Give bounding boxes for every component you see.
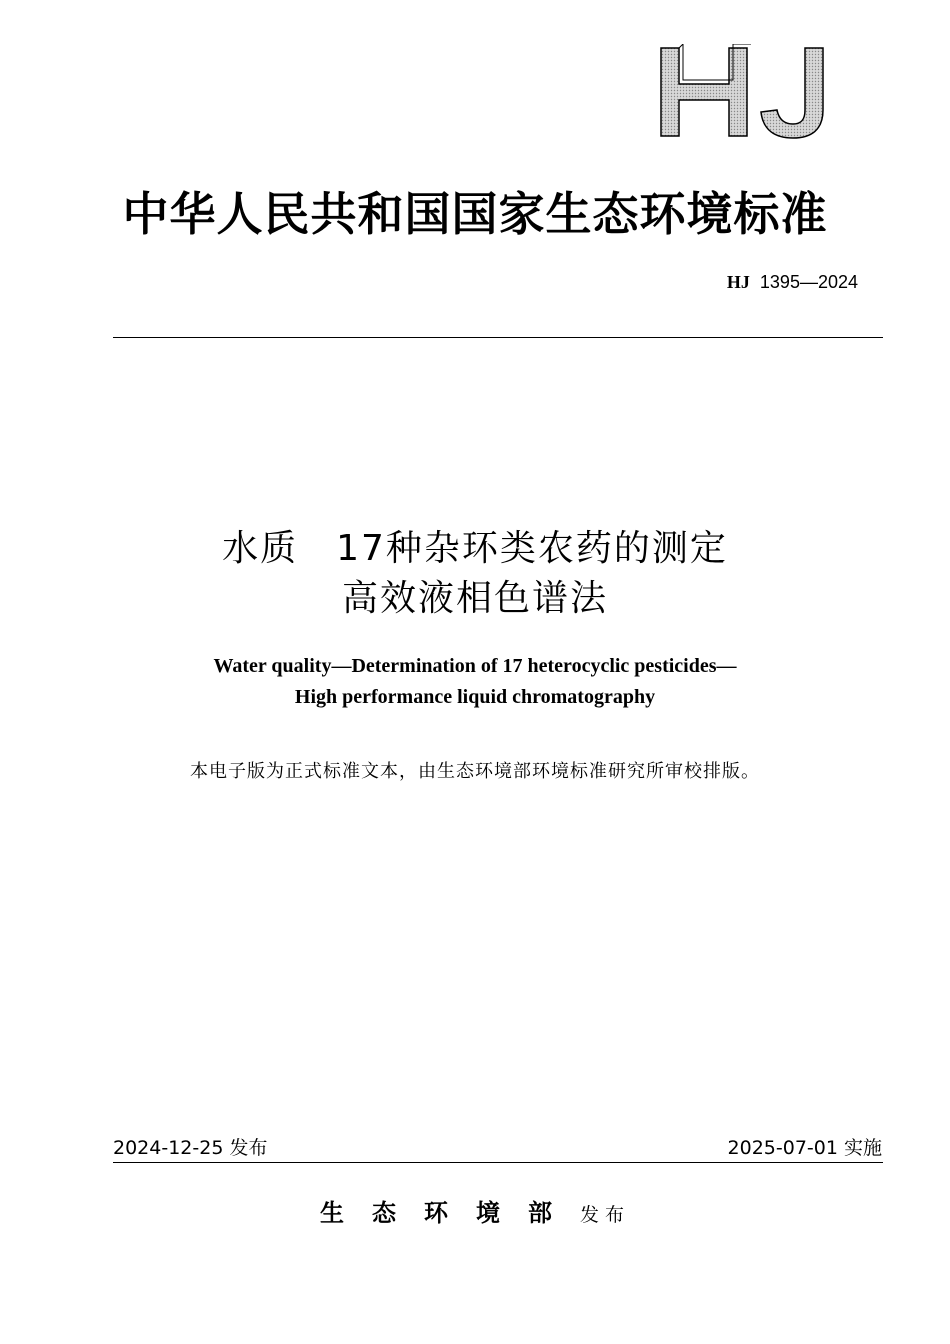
document-title-cn-line2: 高效液相色谱法: [341, 578, 608, 619]
effective-date: 2025-07-01 实施: [727, 1137, 882, 1159]
publisher-line: [0, 1193, 950, 1228]
bottom-divider: [113, 1162, 883, 1163]
publisher-org: 生态环境部: [319, 1198, 580, 1227]
standard-code: [727, 272, 858, 293]
top-divider: [113, 337, 883, 338]
hj-logo: [655, 44, 835, 140]
standard-title: 中华人民共和国国家生态环境标准: [122, 187, 828, 241]
standard-code-prefix: HJ: [726, 272, 750, 292]
issue-date: 2024-12-25 发布: [113, 1137, 268, 1159]
standard-code-number: 1395—2024: [759, 272, 858, 292]
electronic-edition-note: 本电子版为正式标准文本，由生态环境部环境标准研究所审校排版。: [190, 761, 760, 782]
document-title-en-line2: High performance liquid chromatography: [294, 686, 656, 708]
publisher-action: 发布: [579, 1204, 630, 1226]
document-title-cn-line1: 水质 17种杂环类农药的测定: [222, 528, 728, 569]
document-title-en-line1: Water quality—Determination of 17 heterocyclic pesticides—: [213, 655, 737, 677]
